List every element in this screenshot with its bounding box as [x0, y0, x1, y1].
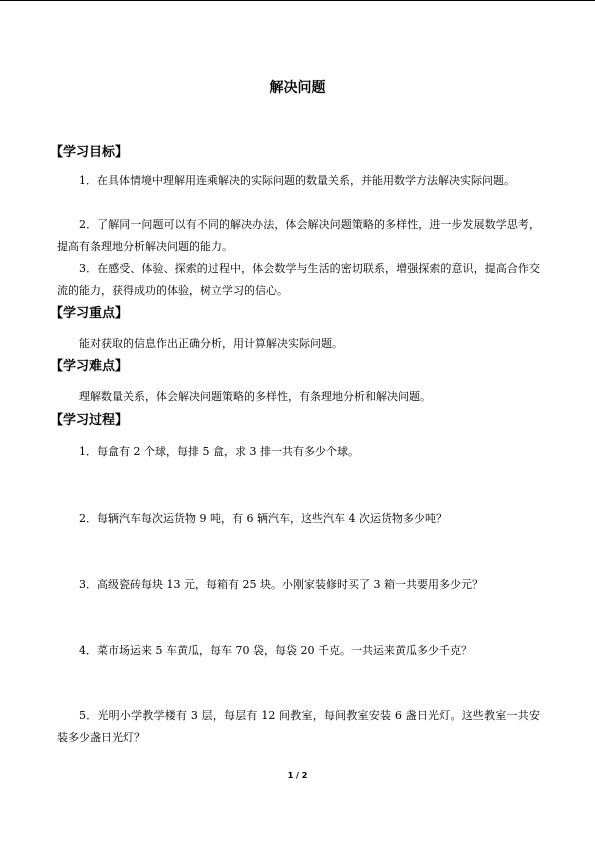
problem-3: 3．高级瓷砖每块 13 元，每箱有 25 块。小刚家装修时买了 3 箱一共要用多少元？ [79, 578, 483, 591]
page-top-border [0, 0, 595, 1]
key-points-text: 能对获取的信息作出正确分析，用计算解决实际问题。 [79, 337, 343, 350]
goal-item-3: 3．在感受、体验、探索的过程中，体会数学与生活的密切联系，增强探索的意识，提高合作交流的能力，获得成功的体验，树立学习的信心。 [57, 262, 540, 297]
problem-1: 1．每盒有 2 个球，每排 5 盒，求 3 排一共有多少个球。 [79, 445, 359, 458]
document-title: 解决问题 [269, 80, 326, 96]
section-heading-goals: 【学习目标】 [50, 145, 129, 160]
problem-2: 2．每辆汽车每次运货物 9 吨，有 6 辆汽车，这些汽车 4 次运货物多少吨？ [79, 512, 447, 525]
page-number: 1 / 2 [287, 771, 308, 780]
goal-item-1: 1．在具体情境中理解用连乘解决的实际问题的数量关系，并能用数学方法解决实际问题。 [79, 174, 515, 187]
problem-5: 5．光明小学教学楼有 3 层，每层有 12 间教室，每间教室安装 6 盏日光灯。这些教室一共安装多少盏日光灯？ [57, 709, 540, 744]
difficulties-text: 理解数量关系，体会解决问题策略的多样性，有条理地分析和解决问题。 [79, 390, 431, 403]
section-heading-difficulties: 【学习难点】 [50, 359, 129, 374]
section-heading-process: 【学习过程】 [50, 413, 129, 428]
goal-item-2: 2．了解同一问题可以有不同的解决办法，体会解决问题策略的多样性，进一步发展数学思考，提高有条理地分析解决问题的能力。 [57, 218, 540, 253]
problem-4: 4．菜市场运来 5 车黄瓜，每车 70 袋，每袋 20 千克。一共运来黄瓜多少千克？ [79, 644, 472, 657]
section-heading-key-points: 【学习重点】 [50, 306, 129, 321]
